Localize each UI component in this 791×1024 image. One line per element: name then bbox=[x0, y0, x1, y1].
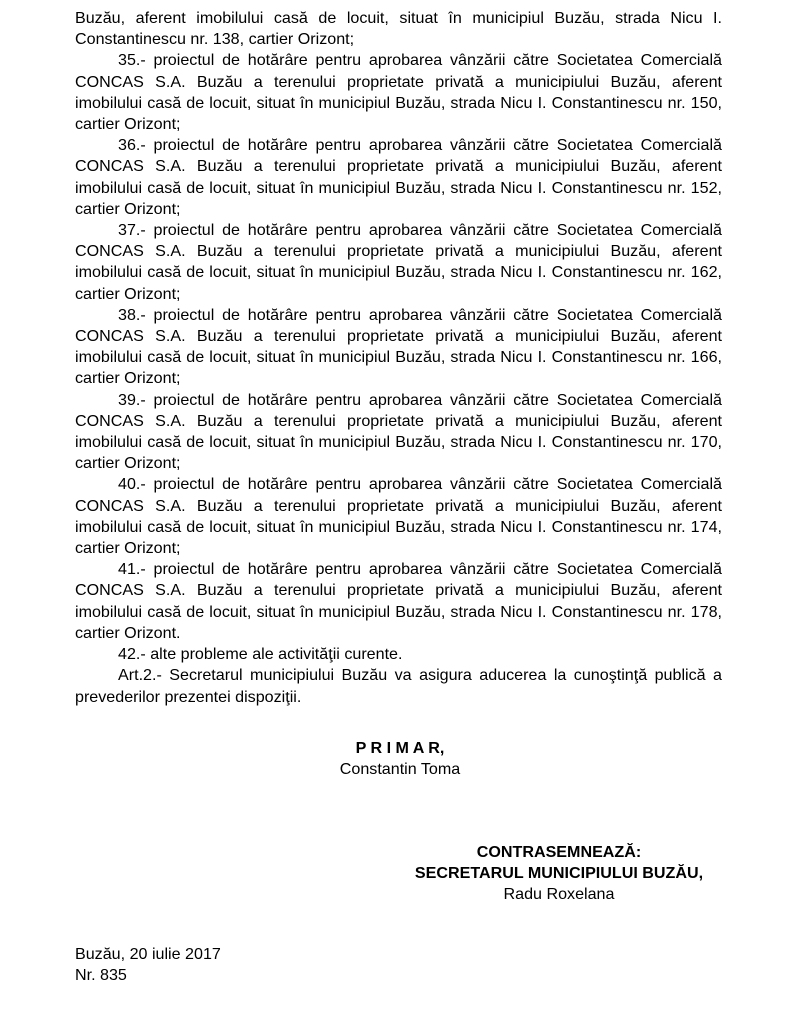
article-2-paragraph: Art.2.- Secretarul municipiului Buzău va asigura aducerea la cunoştinţă publică a prevederilor prezentei dispoziţii. bbox=[75, 666, 722, 706]
list-item: 35.- proiectul de hotărâre pentru aprobarea vânzării către Societatea Comercială CONCAS S.A. Buzău a terenului proprietate privată a municipiului Buzău, aferent imobilului casă de locuit, situat în municipiul Buzău, strada Nicu I. Constantinescu nr. 150, cartier Orizont; bbox=[75, 51, 722, 134]
list-item: 41.- proiectul de hotărâre pentru aprobarea vânzării către Societatea Comercială CONCAS S.A. Buzău a terenului proprietate privată a municipiului Buzău, aferent imobilului casă de locuit, situat în municipiul Buzău, strada Nicu I. Constantinescu nr. 178, cartier Orizont. bbox=[75, 560, 722, 642]
list-item: 40.- proiectul de hotărâre pentru aprobarea vânzării către Societatea Comercială CONCAS S.A. Buzău a terenului proprietate privată a municipiului Buzău, aferent imobilului casă de locuit, situat în municipiul Buzău, strada Nicu I. Constantinescu nr. 174, cartier Orizont; bbox=[75, 475, 722, 558]
mayor-signature bbox=[305, 738, 495, 780]
mayor-name: Constantin Toma bbox=[339, 760, 461, 778]
secretary-role: SECRETARUL MUNICIPIULUI BUZĂU, bbox=[414, 864, 704, 882]
list-item: 39.- proiectul de hotărâre pentru aprobarea vânzării către Societatea Comercială CONCAS S.A. Buzău a terenului proprietate privată a municipiului Buzău, aferent imobilului casă de locuit, situat în municipiul Buzău, strada Nicu I. Constantinescu nr. 170, cartier Orizont; bbox=[75, 390, 722, 473]
list-item: 36.- proiectul de hotărâre pentru aprobarea vânzării către Societatea Comercială CONCAS S.A. Buzău a terenului proprietate privată a municipiului Buzău, aferent imobilului casă de locuit, situat în municipiul Buzău, strada Nicu I. Constantinescu nr. 152, cartier Orizont; bbox=[75, 136, 722, 218]
continuation-paragraph: Buzău, aferent imobilului casă de locuit, situat în municipiul Buzău, strada Nicu I. Constantinescu nr. 138, cartier Orizont; bbox=[75, 9, 722, 49]
document-body bbox=[75, 8, 722, 708]
document-page bbox=[75, 0, 722, 1024]
mayor-title: P R I M A R, bbox=[355, 739, 445, 757]
place-date: Buzău, 20 iulie 2017 bbox=[75, 945, 221, 963]
list-item: 42.- alte probleme ale activităţii curente. bbox=[118, 645, 403, 664]
countersign-signature bbox=[393, 842, 725, 905]
secretary-name: Radu Roxelana bbox=[503, 885, 615, 903]
list-item: 38.- proiectul de hotărâre pentru aprobarea vânzării către Societatea Comercială CONCAS S.A. Buzău a terenului proprietate privată a municipiului Buzău, aferent imobilului casă de locuit, situat în municipiul Buzău, strada Nicu I. Constantinescu nr. 166, cartier Orizont; bbox=[75, 305, 722, 388]
document-number: Nr. 835 bbox=[75, 966, 127, 984]
items-list bbox=[75, 50, 722, 665]
countersign-title: CONTRASEMNEAZĂ: bbox=[476, 843, 642, 861]
list-item: 37.- proiectul de hotărâre pentru aprobarea vânzării către Societatea Comercială CONCAS S.A. Buzău a terenului proprietate privată a municipiului Buzău, aferent imobilului casă de locuit, situat în municipiul Buzău, strada Nicu I. Constantinescu nr. 162, cartier Orizont; bbox=[75, 221, 722, 303]
